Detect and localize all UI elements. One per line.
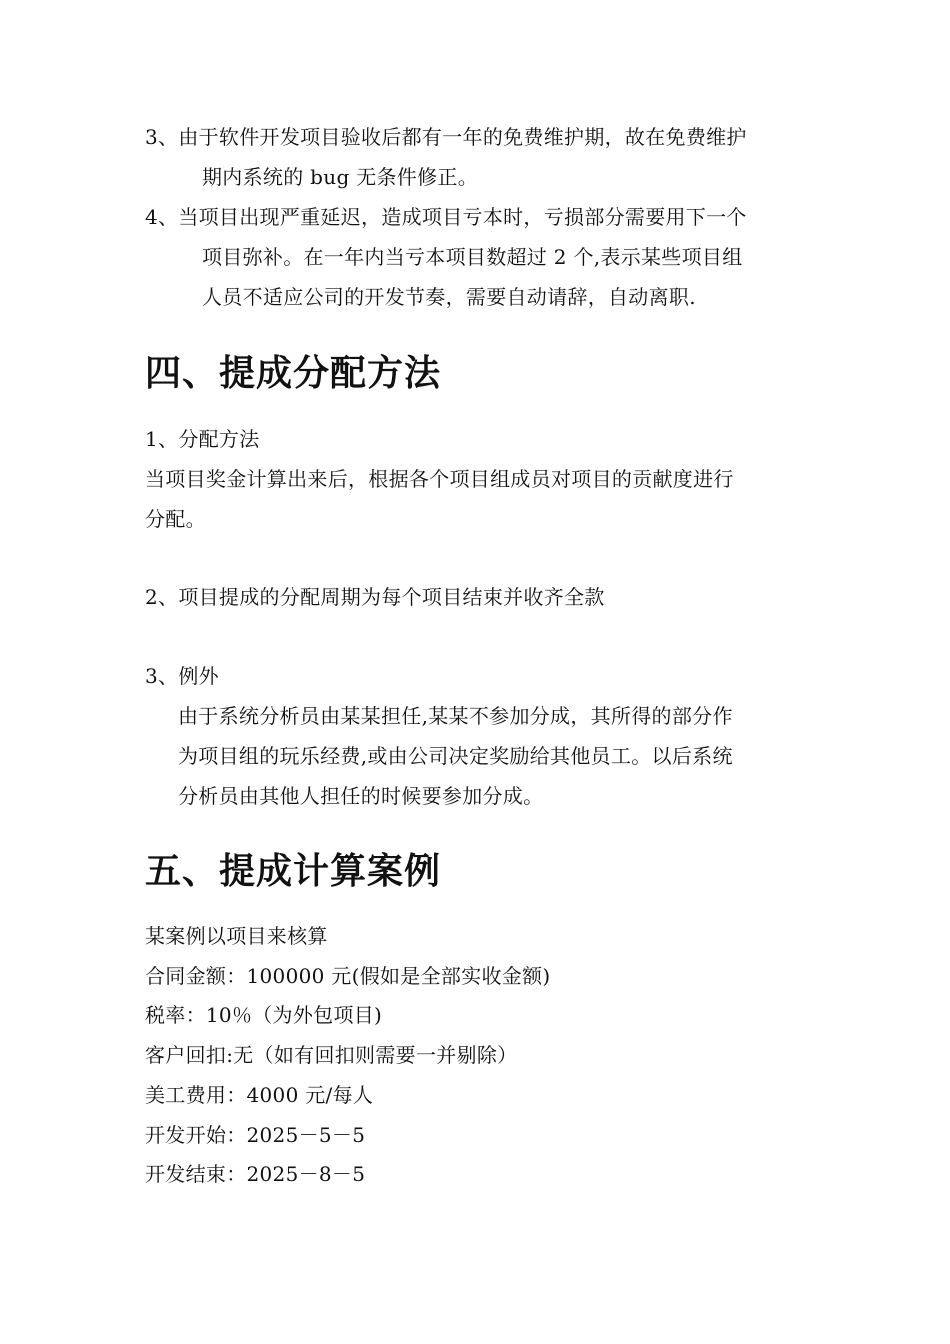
section-5-heading: 五、提成计算案例	[145, 851, 442, 892]
section-4-item-3-body-line-3: 分析员由其他人担任的时候要参加分成。	[178, 784, 544, 808]
section-4-item-3-body-line-2: 为项目组的玩乐经费,或由公司决定奖励给其他员工。以后系统	[178, 744, 733, 768]
section-4-item-1-title: 1、分配方法	[145, 427, 260, 451]
section-5-line-5: 美工费用：4000 元/每人	[145, 1083, 374, 1107]
list-item-3-line-1: 3、由于软件开发项目验收后都有一年的免费维护期，故在免费维护	[145, 125, 747, 149]
section-4-item-1-body-line-2: 分配。	[145, 507, 206, 531]
section-4-item-2-title: 2、项目提成的分配周期为每个项目结束并收齐全款	[145, 585, 605, 609]
section-4-heading: 四、提成分配方法	[145, 353, 442, 394]
section-5-line-4: 客户回扣:无（如有回扣则需要一并剔除）	[145, 1043, 518, 1067]
section-5-line-6: 开发开始：2025－5－5	[145, 1123, 366, 1147]
section-5-line-1: 某案例以项目来核算	[145, 924, 328, 948]
section-4-item-3-title: 3、例外	[145, 664, 219, 688]
section-4-item-3-body-line-1: 由于系统分析员由某某担任,某某不参加分成，其所得的部分作	[178, 704, 733, 728]
list-item-4-line-1: 4、当项目出现严重延迟，造成项目亏本时，亏损部分需要用下一个	[145, 205, 747, 229]
section-5-line-7: 开发结束：2025－8－5	[145, 1162, 366, 1186]
section-4-item-1-body-line-1: 当项目奖金计算出来后，根据各个项目组成员对项目的贡献度进行	[145, 467, 734, 491]
list-item-3-line-2: 期内系统的 bug 无条件修正。	[202, 165, 479, 189]
list-item-4-line-2: 项目弥补。在一年内当亏本项目数超过 2 个,表示某些项目组	[202, 245, 743, 269]
list-item-4-line-3: 人员不适应公司的开发节奏，需要自动请辞，自动离职.	[202, 285, 696, 309]
section-5-line-2: 合同金额：100000 元(假如是全部实收金额)	[145, 964, 551, 988]
section-5-line-3: 税率：10％（为外包项目)	[145, 1003, 383, 1027]
